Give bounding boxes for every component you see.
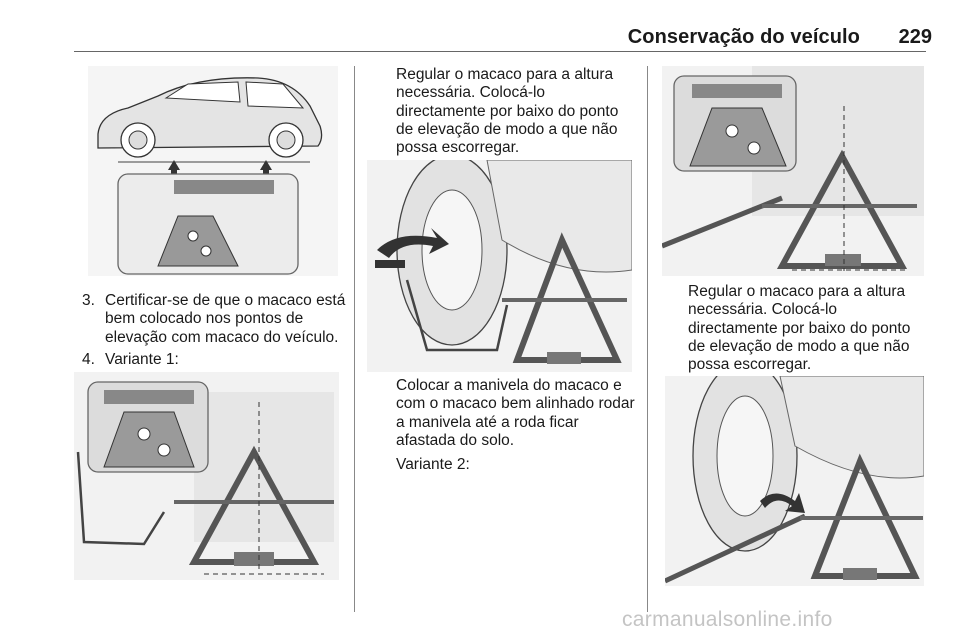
jack-variant-2-illustration: [662, 66, 924, 276]
list-text: Variante 1:: [105, 351, 179, 368]
paragraph-crank-instructions: Colocar a manivela do macaco e com o macaco bem alinhado rodar a manivela até a roda ficar afastada do solo.: [396, 377, 635, 449]
page-number: 229: [898, 26, 932, 48]
paragraph-adjust-jack-variant-2: Regular o macaco para a altura necessária. Colocá-lo directamente por baixo do ponto de elevação de modo a que não possa escorregar.: [688, 283, 911, 374]
site-watermark: carmanualsonline.info: [622, 608, 833, 631]
list-number: 3.: [82, 292, 95, 309]
car-jack-points-illustration: [88, 66, 338, 276]
list-number: 4.: [82, 351, 95, 368]
paragraph-variant-2: Variante 2:: [396, 456, 470, 473]
section-title: Conservação do veículo: [627, 26, 860, 48]
paragraph-adjust-jack: Regular o macaco para a altura necessária. Colocá-lo directamente por baixo do ponto de elevação de modo a que não possa escorregar.: [396, 66, 619, 157]
list-item-3: [82, 292, 352, 348]
jack-variant-2-crank-illustration: [665, 376, 924, 586]
column-divider-left: [354, 66, 355, 612]
jack-crank-illustration: [367, 160, 632, 372]
list-text: Certificar-se de que o macaco está bem colocado nos pontos de elevação com macaco do veículo.: [105, 292, 346, 346]
header-rule: [74, 51, 926, 52]
column-divider-right: [647, 66, 648, 612]
list-item-4: [82, 351, 352, 371]
jack-variant-1-illustration: [74, 372, 339, 580]
